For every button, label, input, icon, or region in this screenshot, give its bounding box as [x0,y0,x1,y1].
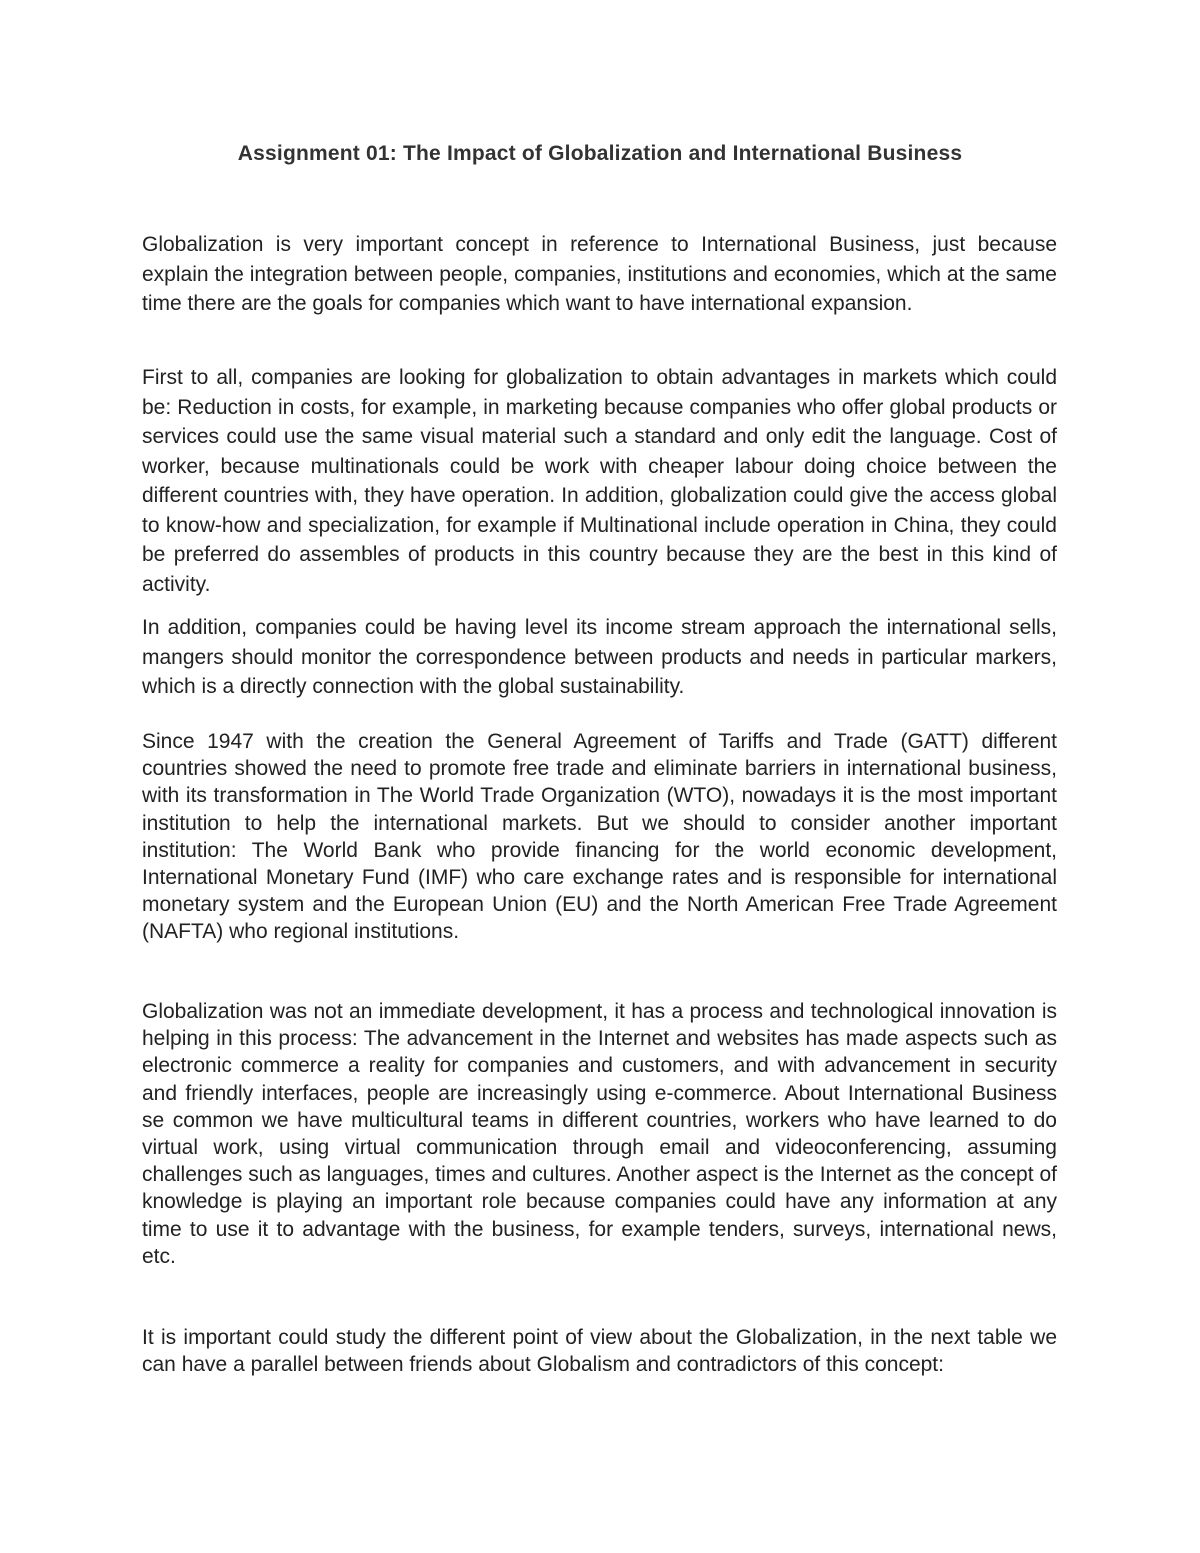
paragraph-intro: Globalization is very important concept in reference to International Business, just because explain the integration between people, companies, institutions and economies, which at the same time there are the goals for companies which want to have international expansion. [142,233,1057,315]
paragraph-advantages: First to all, companies are looking for globalization to obtain advantages in markets which could be: Reduction in costs, for example, in marketing because companies who offer global products or services could use the same visual material such a standard and only edit the language. Cost of worker, because multinationals could be work with cheaper labour doing choice between the different countries with, they have operation. In addition, globalization could give the access global to know-how and specialization, for example if Multinational include operation in China, they could be preferred do assembles of products in this country because they are the best in this kind of activity. [142,366,1057,596]
paragraph-points-of-view: It is important could study the different point of view about the Globalization, in the next table we can have a parallel between friends about Globalism and contradictors of this concept: [142,1326,1057,1377]
paragraph-institutions: Since 1947 with the creation the General Agreement of Tariffs and Trade (GATT) different countries showed the need to promote free trade and eliminate barriers in international business, with its transformation in The World Trade Organization (WTO), nowadays it is the most important institution to help the international markets. But we should to consider another important institution: The World Bank who provide financing for the world economic development, International Monetary Fund (IMF) who care exchange rates and is responsible for international monetary system and the European Union (EU) and the North American Free Trade Agreement (NAFTA) who regional institutions. [142,730,1057,944]
paragraph-income-stream: In addition, companies could be having level its income stream approach the international sells, mangers should monitor the correspondence between products and needs in particular markers, which is a directly connection with the global sustainability. [142,616,1057,698]
document-title: Assignment 01: The Impact of Globalization and International Business [237,142,963,165]
paragraph-technology: Globalization was not an immediate development, it has a process and technological innovation is helping in this process: The advancement in the Internet and websites has made aspects such as electronic commerce a reality for companies and customers, and with advancement in security and friendly interfaces, people are increasingly using e-commerce. About International Business se common we have multicultural teams in different countries, workers who have learned to do virtual work, using virtual communication through email and videoconferencing, assuming challenges such as languages, times and cultures. Another aspect is the Internet as the concept of knowledge is playing an important role because companies could have any information at any time to use it to advantage with the business, for example tenders, surveys, international news, etc. [142,1000,1057,1268]
